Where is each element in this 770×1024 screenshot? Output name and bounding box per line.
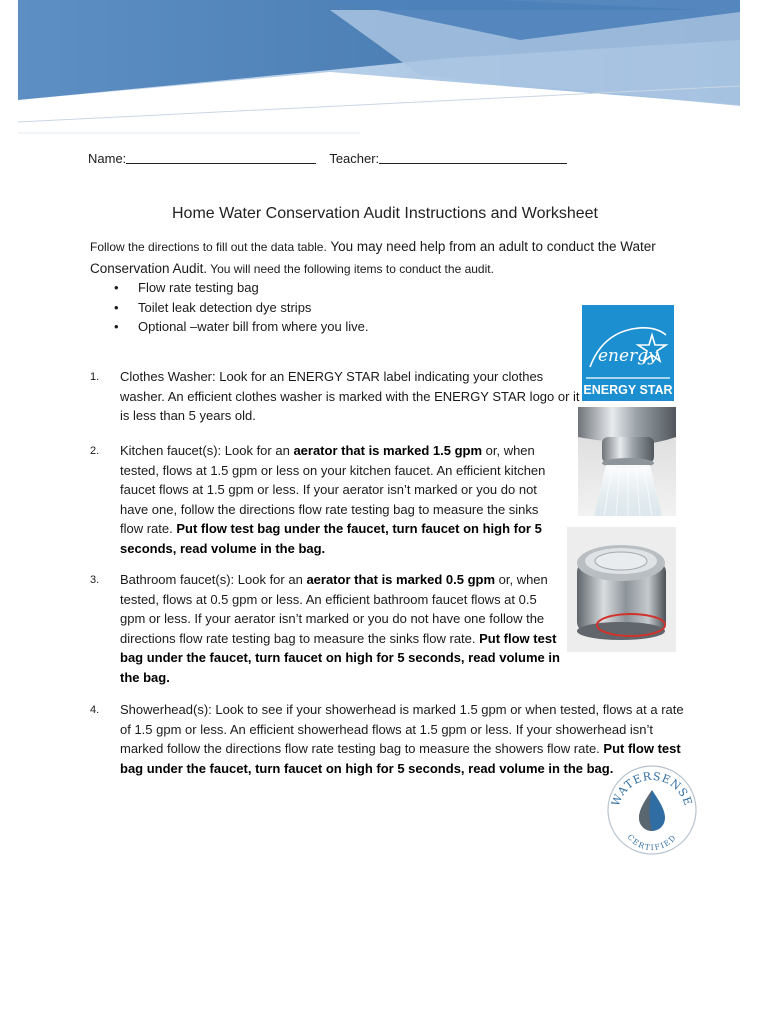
energy-star-logo [582,305,674,401]
step-text: Clothes Washer: Look for an ENERGY STAR label indicating your clothes washer. An efficient clothes washer is marked with the ENERGY STAR logo or it is less than 5 years old. [120,369,580,423]
aerator-photo [567,527,676,652]
watersense-top-text: WATERSENSE [608,769,695,808]
list-item: • Optional –water bill from where you live. [90,317,510,337]
step-text-a: Kitchen faucet(s): Look for an [120,443,294,458]
list-item: • Toilet leak detection dye strips [90,298,510,318]
watersense-bottom-text: CERTIFIED [625,832,679,853]
step-clothes-washer [90,367,580,426]
page-title: Home Water Conservation Audit Instructions and Worksheet [172,205,598,222]
energy-script-text: energy [598,346,658,366]
step-emphasis-a: aerator that is marked 0.5 gpm [306,572,496,587]
step-showerhead [90,700,690,778]
name-label: Name: [88,151,127,166]
intro-part-3: You will need the following items to conduct the audit. [207,262,494,276]
intro-paragraph [90,236,670,280]
teacher-field[interactable] [379,150,567,164]
step-emphasis-b: Put flow test bag under the faucet, turn faucet on high for 5 seconds, read volume in the bag. [120,741,681,776]
name-teacher-line [88,150,567,166]
step-text-b: or, when tested, flows at 1.5 gpm or less on your kitchen faucet. An efficient kitchen faucet flows at 1.5 gpm or less. If your aerator isn’t marked or you do not have one, follow the directions flow rate testing bag to measure the sinks flow rate. [120,443,546,536]
step-emphasis-b: Put flow test bag under the faucet, turn faucet on high for 5 seconds, read volume in the bag. [120,630,560,685]
step-emphasis-b: Put flow test bag under the faucet, turn faucet on high for 5 seconds, read volume in the bag. [120,521,542,556]
energy-star-label: ENERGY STAR [583,383,673,397]
step-number: 3. [90,574,100,586]
intro-part-2: You may need help from an adult to conduct the Water Conservation Audit. [90,239,656,276]
step-text-b: or, when tested, flows at 0.5 gpm or less. An efficient bathroom faucet flows at 0.5 gpm or less. If your aerator isn’t marked or you do not have one follow the directions flow rate testing bag to measure the sinks flow rate. [120,572,548,646]
list-item: • Flow rate testing bag [90,278,510,298]
step-text [120,700,690,778]
step-text-a: Showerhead(s): Look to see if your showerhead is marked 1.5 gpm or when tested, flows at a rate of 1.5 gpm or less. An efficient showerhead flows at 1.5 gpm or less. If your showerhead isn’t marked follow the directions flow rate testing bag to measure the showers flow rate. [120,702,684,756]
step-number: 1. [90,371,100,383]
kitchen-faucet-photo [578,407,676,516]
watersense-logo [606,764,698,856]
teacher-label: Teacher: [329,151,380,166]
step-number: 4. [90,704,100,716]
step-bathroom-faucet [90,570,560,687]
step-text [120,570,560,687]
intro-part-1: Follow the directions to fill out the data table. [90,240,327,254]
step-emphasis-a: aerator that is marked 1.5 gpm [293,443,483,458]
step-kitchen-faucet [90,441,560,558]
materials-list [90,278,510,337]
header-banner [0,0,770,140]
step-number: 2. [90,445,100,457]
step-text [120,441,560,558]
name-field[interactable] [126,150,316,164]
step-text-a: Bathroom faucet(s): Look for an [120,572,307,587]
